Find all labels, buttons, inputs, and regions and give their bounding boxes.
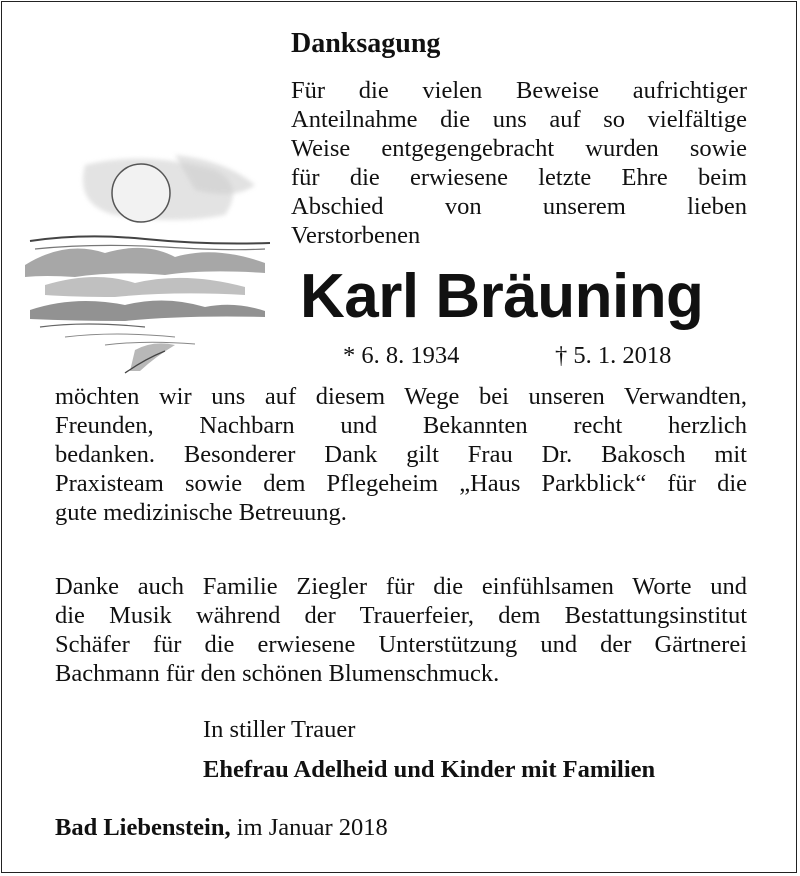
sunset-landscape-sketch-icon [25,145,275,375]
intro-line: Anteilnahme die uns auf so vielfältige [291,106,747,133]
thanks-paragraph-1 [55,382,747,527]
intro-line: für die erwiesene letzte Ehre beim [291,164,747,191]
paragraph-line: Freunden, Nachbarn und Bekannten recht herzlich [55,412,747,439]
death-date: † 5. 1. 2018 [555,342,672,369]
intro-line: Abschied von unserem lieben [291,193,747,220]
paragraph-line: Praxisteam sowie dem Pflegeheim „Haus Parkblick“ für die [55,470,747,497]
intro-text [291,76,747,250]
intro-line: Verstorbenen [291,222,421,249]
paragraph-line: Bachmann für den schönen Blumenschmuck. [55,660,500,687]
notice-heading: Danksagung [291,28,441,59]
place-name: Bad Liebenstein, [55,814,231,841]
intro-line: Weise entgegengebracht wurden sowie [291,135,747,162]
mourning-line: In stiller Trauer [203,716,356,743]
paragraph-line: Danke auch Familie Ziegler für die einfühlsamen Worte und [55,573,747,600]
place-date-line [55,814,388,842]
intro-line: Für die vielen Beweise aufrichtiger [291,77,747,104]
paragraph-line: Schäfer für die erwiesene Unterstützung und der Gärtnerei [55,631,747,658]
deceased-name: Karl Bräuning [300,262,704,331]
notice-date: im Januar 2018 [236,814,388,841]
paragraph-line: bedanken. Besonderer Dank gilt Frau Dr. Bakosch mit [55,441,747,468]
paragraph-line: die Musik während der Trauerfeier, dem Bestattungsinstitut [55,602,747,629]
paragraph-line: gute medizinische Betreuung. [55,499,347,526]
birth-date: * 6. 8. 1934 [343,342,460,369]
paragraph-line: möchten wir uns auf diesem Wege bei unseren Verwandten, [55,383,747,410]
family-signature: Ehefrau Adelheid und Kinder mit Familien [203,756,656,783]
thanks-paragraph-2 [55,572,747,688]
